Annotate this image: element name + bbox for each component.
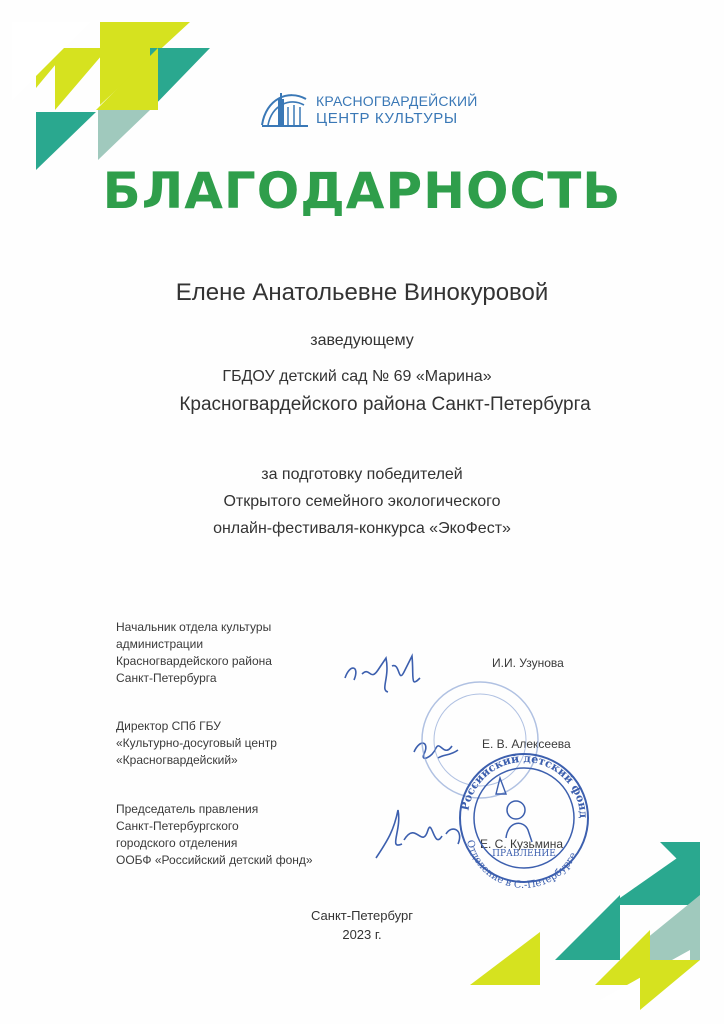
stamp-bottom-text: Отделение в С.-Петербурге — [463, 838, 580, 890]
svg-text:Отделение в С.-Петербурге — [464, 839, 579, 890]
logo-line-1: КРАСНОГВАРДЕЙСКИЙ — [316, 93, 478, 109]
official-stamps — [412, 670, 592, 890]
footer-year: 2023 г. — [342, 927, 382, 942]
signatory-title-line: Санкт-Петербурга — [116, 671, 217, 685]
signatory-title-line: Председатель правления — [116, 802, 259, 816]
footer-city: Санкт-Петербург — [311, 908, 413, 923]
signatory-title-line: «Культурно-досуговый центр — [116, 736, 277, 750]
signatory-title-line: Директор СПб ГБУ — [116, 719, 221, 733]
stamp-center-text: ПРАВЛЕНИЕ — [492, 849, 556, 859]
recipient-position: заведующему — [310, 332, 414, 349]
reason-line-1: за подготовку победителей — [261, 466, 463, 483]
signatory-title — [116, 718, 277, 769]
organization-line-1: ГБДОУ детский сад № 69 «Марина» — [222, 368, 492, 385]
recipient-name: Елене Анатольевне Винокуровой — [175, 279, 549, 306]
logo-text — [316, 92, 478, 128]
organization-line-2: Красногвардейского района Санкт-Петербурга — [179, 394, 591, 415]
signatory-name: Е. С. Кузьмина — [480, 837, 564, 851]
deco-shape — [150, 48, 210, 110]
signatory-name: Е. В. Алексеева — [482, 737, 571, 751]
deco-shape — [640, 960, 700, 1010]
deco-shape — [98, 110, 150, 160]
signatory-title-line: Санкт-Петербургского — [116, 819, 239, 833]
organization-logo — [258, 85, 478, 135]
deco-shape — [610, 842, 700, 905]
signatory-title-line: ООБФ «Российский детский фонд» — [116, 853, 313, 867]
signatory-title — [116, 619, 272, 687]
signatory-title-line: Начальник отдела культуры — [116, 620, 272, 634]
signatory-name: И.И. Узунова — [492, 656, 564, 670]
signatory-title-line: городского отделения — [116, 836, 238, 850]
reason-line-3: онлайн-фестиваля-конкурса «ЭкоФест» — [213, 520, 511, 537]
reason-line-2: Открытого семейного экологического — [223, 493, 501, 510]
logo-emblem-icon — [258, 85, 312, 131]
footer — [0, 906, 724, 944]
certificate-title: БЛАГОДАРНОСТЬ — [102, 162, 622, 220]
logo-line-2: ЦЕНТР КУЛЬТУРЫ — [316, 110, 458, 127]
signatory-title — [116, 801, 313, 869]
signatory-title-line: Красногвардейского района — [116, 654, 272, 668]
signatory-title-line: «Красногвардейский» — [116, 753, 238, 767]
signatory-title-line: администрации — [116, 637, 204, 651]
stamp-outer-text: Российский детский фонд — [458, 751, 591, 819]
